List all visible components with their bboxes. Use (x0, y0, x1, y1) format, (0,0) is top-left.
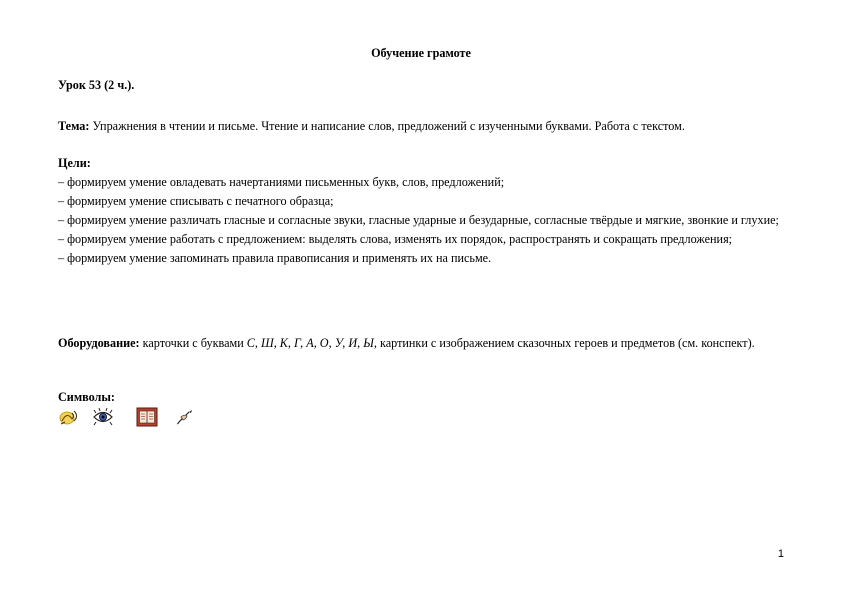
symbols-label: Символы: (58, 390, 115, 404)
equipment-paragraph (58, 334, 798, 353)
book-icon (136, 407, 158, 427)
document-title: Обучение грамоте (371, 46, 471, 60)
equipment-text-before: карточки с буквами (139, 336, 247, 350)
eye-icon (92, 407, 114, 427)
pen-hand-icon (174, 407, 196, 427)
goal-item: – формируем умение овладевать начертаниями письменных букв, слов, предложений; (58, 175, 505, 189)
goal-item: – формируем умение списывать с печатного образца; (58, 194, 334, 208)
goal-item: – формируем умение различать гласные и согласные звуки, гласные ударные и безударные, согласные твёрдые и мягкие, звонкие и глухие; (58, 213, 779, 227)
equipment-label: Оборудование: (58, 336, 140, 350)
goal-item: – формируем умение работать с предложением: выделять слова, изменять их порядок, распространять и сокращать предложения; (58, 232, 733, 246)
equipment-letters: С, Ш, К, Г, А, О, У, И, Ы, (246, 336, 377, 350)
goals-label: Цели: (58, 156, 91, 170)
sound-waves-icon (58, 407, 80, 427)
page-number: 1 (777, 548, 784, 560)
lesson-heading: Урок 53 (2 ч.). (58, 78, 135, 92)
equipment-text-after: картинки с изображением сказочных героев и предметов (см. конспект). (376, 336, 755, 350)
topic-label: Тема: (58, 119, 90, 133)
topic-paragraph (58, 117, 798, 136)
goal-item: – формируем умение запоминать правила правописания и применять их на письме. (58, 251, 492, 265)
goals-section (58, 154, 798, 268)
topic-text: Упражнения в чтении и письме. Чтение и написание слов, предложений с изученными буквами. Работа с текстом. (89, 119, 685, 133)
